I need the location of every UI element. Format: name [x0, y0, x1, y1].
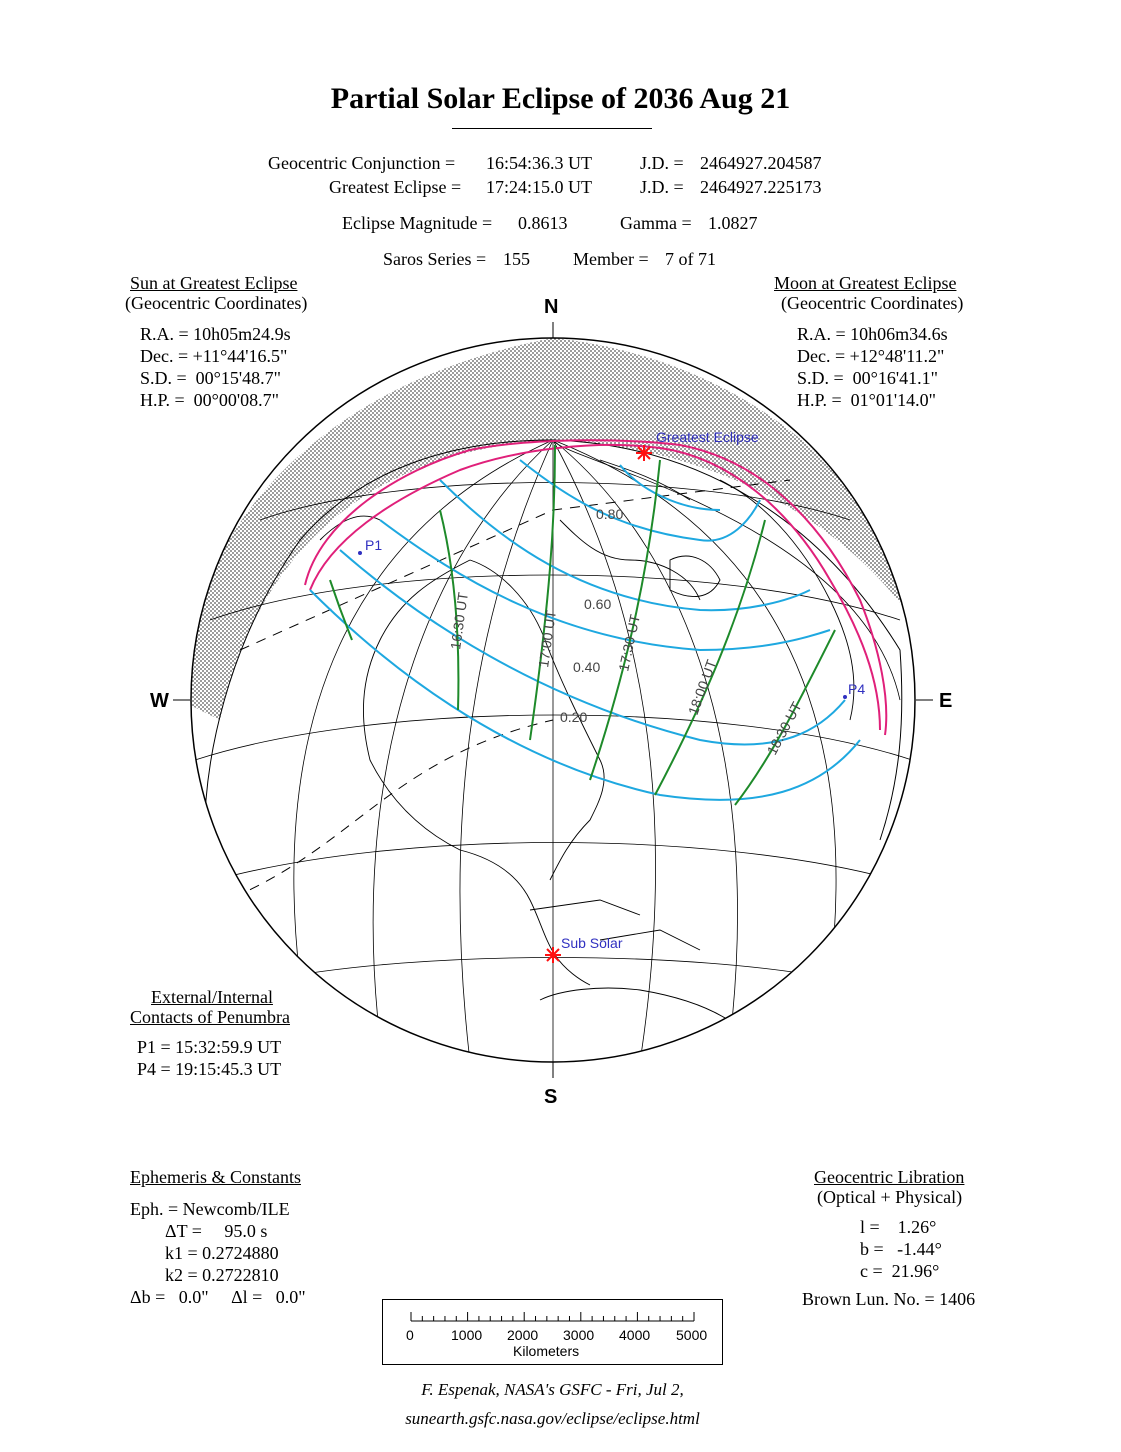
greatest-eclipse-jd-label: J.D. = — [640, 177, 684, 197]
moon-heading: Moon at Greatest Eclipse — [774, 273, 957, 293]
greatest-eclipse-marker — [636, 445, 652, 461]
geocentric-conjunction-jd: 2464927.204587 — [700, 153, 822, 173]
mag-label-080: 0.80 — [596, 506, 624, 522]
scale-tick-1000: 1000 — [451, 1327, 483, 1343]
scale-tick-4000: 4000 — [619, 1327, 651, 1343]
ephemeris-eph: Eph. = Newcomb/ILE — [130, 1199, 290, 1219]
moon-dec: Dec. = +12°48'11.2" — [797, 346, 945, 366]
libration-b: b = -1.44° — [860, 1239, 942, 1259]
geocentric-conjunction-jd-label: J.D. = — [640, 153, 684, 173]
geocentric-conjunction-label: Geocentric Conjunction = — [268, 153, 456, 173]
time-curves — [330, 445, 835, 805]
credit-line-2: sunearth.gsfc.nasa.gov/eclipse/eclipse.html — [405, 1409, 700, 1428]
p1-point — [358, 551, 362, 555]
libration-subheading: (Optical + Physical) — [817, 1187, 963, 1207]
libration-heading: Geocentric Libration — [814, 1167, 965, 1187]
moon-sd: S.D. = 00°16'41.1" — [797, 368, 938, 388]
member-value: 7 of 71 — [665, 249, 716, 269]
scale-ticks — [411, 1312, 694, 1321]
compass-north: N — [544, 296, 559, 318]
eclipse-magnitude-value: 0.8613 — [518, 213, 568, 233]
libration-c: c = 21.96° — [860, 1261, 940, 1281]
moon-subheading: (Geocentric Coordinates) — [781, 293, 964, 313]
sub-solar-label: Sub Solar — [561, 935, 623, 951]
time-label-1830: 18:30 UT — [763, 699, 805, 758]
sun-ra: R.A. = 10h05m24.9s — [140, 324, 291, 344]
mag-label-040: 0.40 — [573, 659, 601, 675]
greatest-eclipse-label: Greatest Eclipse — [656, 429, 759, 445]
time-label-1730: 17:30 UT — [615, 612, 643, 673]
sun-subheading: (Geocentric Coordinates) — [125, 293, 308, 313]
scale-tick-2000: 2000 — [507, 1327, 539, 1343]
saros-series-value: 155 — [503, 249, 530, 269]
ephemeris-heading: Ephemeris & Constants — [130, 1167, 301, 1187]
ephemeris-delta-b-l: Δb = 0.0" Δl = 0.0" — [130, 1287, 306, 1307]
credit-line-1: F. Espenak, NASA's GSFC - Fri, Jul 2, — [421, 1380, 684, 1399]
scale-unit-label: Kilometers — [513, 1343, 580, 1359]
contacts-heading-1: External/Internal — [151, 987, 273, 1007]
p4-label: P4 — [848, 681, 866, 697]
scale-tick-5000: 5000 — [676, 1327, 708, 1343]
sun-hp: H.P. = 00°00'08.7" — [140, 390, 279, 410]
gamma-value: 1.0827 — [708, 213, 758, 233]
greatest-eclipse-time: 17:24:15.0 UT — [486, 177, 592, 197]
time-label-1700: 17:00 UT — [535, 609, 559, 669]
gamma-label: Gamma = — [620, 213, 692, 233]
sun-dec: Dec. = +11°44'16.5" — [140, 346, 288, 366]
eclipse-magnitude-label: Eclipse Magnitude = — [342, 213, 493, 233]
geocentric-conjunction-time: 16:54:36.3 UT — [486, 153, 592, 173]
compass-west: W — [150, 690, 169, 712]
ephemeris-k2: k2 = 0.2722810 — [165, 1265, 279, 1285]
mag-label-020: 0.20 — [560, 709, 588, 725]
saros-series-label: Saros Series = — [383, 249, 487, 269]
p1-label: P1 — [365, 537, 383, 553]
ephemeris-delta-t: ΔT = 95.0 s — [165, 1221, 268, 1241]
compass-south: S — [544, 1086, 558, 1108]
contact-p4: P4 = 19:15:45.3 UT — [137, 1059, 282, 1079]
moon-ra: R.A. = 10h06m34.6s — [797, 324, 948, 344]
scale-tick-3000: 3000 — [563, 1327, 595, 1343]
p4-point — [843, 695, 847, 699]
mag-label-060: 0.60 — [584, 596, 612, 612]
member-label: Member = — [573, 249, 649, 269]
contact-p1: P1 = 15:32:59.9 UT — [137, 1037, 282, 1057]
sun-sd: S.D. = 00°15'48.7" — [140, 368, 281, 388]
moon-hp: H.P. = 01°01'14.0" — [797, 390, 936, 410]
page-title: Partial Solar Eclipse of 2036 Aug 21 — [330, 82, 791, 115]
greatest-eclipse-label: Greatest Eclipse = — [329, 177, 462, 197]
time-label-1630: 16:30 UT — [447, 591, 471, 651]
scale-tick-0: 0 — [406, 1327, 414, 1343]
greatest-eclipse-jd: 2464927.225173 — [700, 177, 822, 197]
sub-solar-marker — [545, 947, 561, 963]
ephemeris-k1: k1 = 0.2724880 — [165, 1243, 279, 1263]
libration-l: l = 1.26° — [860, 1217, 937, 1237]
contacts-heading-2: Contacts of Penumbra — [130, 1007, 290, 1027]
sun-heading: Sun at Greatest Eclipse — [130, 273, 298, 293]
brown-lunation-number: Brown Lun. No. = 1406 — [802, 1289, 976, 1309]
time-label-1800: 18:00 UT — [684, 657, 720, 718]
compass-east: E — [939, 690, 953, 712]
